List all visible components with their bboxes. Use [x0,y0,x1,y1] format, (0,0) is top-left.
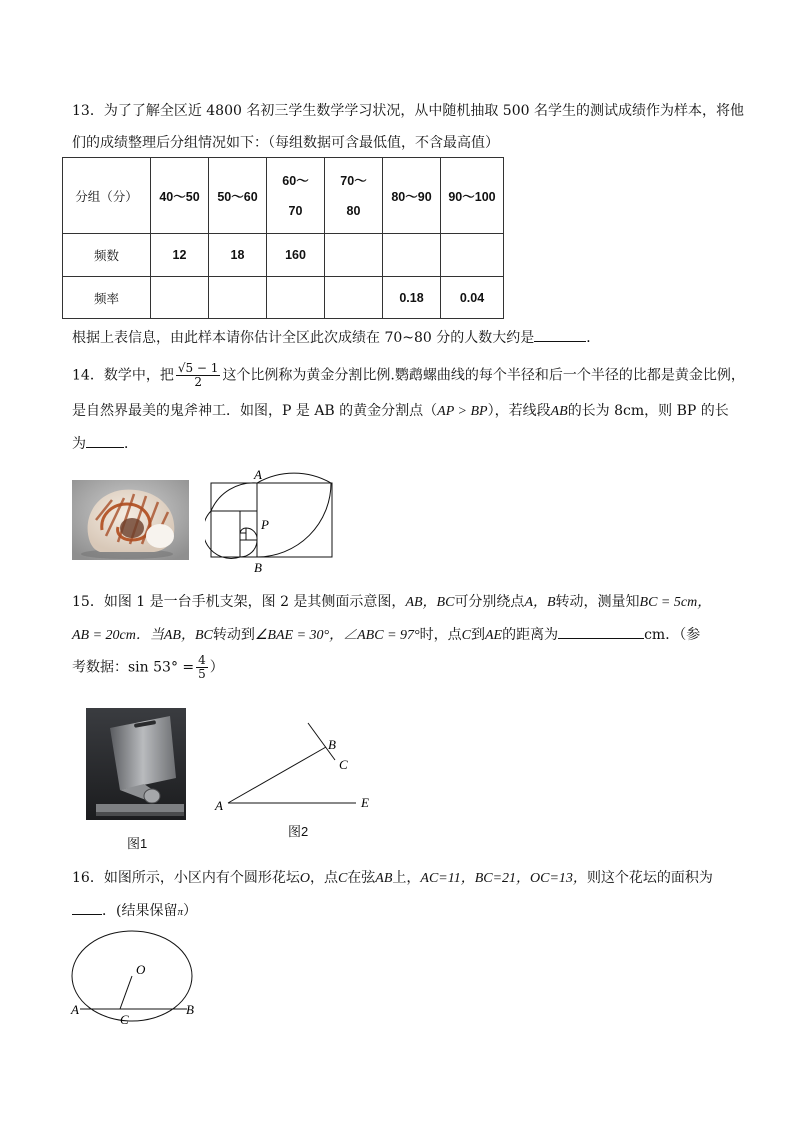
q15-l2b: AB，BC [163,628,213,643]
label-a: A [215,798,223,813]
q15-l2c: 转动到 [212,627,255,643]
table-freq-cell [383,234,441,277]
q16-l2end: ） [182,903,197,919]
q16-l1c: 在弦 [347,870,376,886]
q14-suffix: 这个比例称为黄金分割比例.鹦鹉螺曲线的每个半径和后一个半径的比都是黄金比例， [222,367,745,384]
label-c: C [339,757,348,772]
table-row [63,158,504,234]
q15-l2d: ∠BAE = 30°，∠ABC = 97° [254,628,420,643]
q16-l1f: 则这个花坛的面积为 [586,870,713,886]
group-part: 60～ [282,173,309,188]
fraction-numerator: √5 − 1 [177,361,219,375]
sin-fraction [196,654,208,681]
q16-pi: π [177,906,183,918]
fraction-denominator: 2 [194,375,202,389]
table-rate-cell [151,277,209,319]
table-rate-label: 频率 [63,277,151,319]
q15-line3 [72,654,224,681]
table-row [63,234,504,277]
q15-l3a: 考数据：sin 53° = [72,659,195,676]
label-b: B [254,560,262,575]
q15-line1 [72,592,711,613]
q16-l1d: 上， [392,870,421,886]
q14-prefix: 14．数学中，把 [72,367,174,384]
answer-blank [534,327,586,342]
table-freq-label: 频数 [63,234,151,277]
golden-rectangle [211,483,332,557]
q13-line1: 13．为了了解全区近 4800 名初三学生数学学习状况，从中随机抽取 500 名学生的测试成绩作为样本，将他 [72,103,744,119]
group-part: 70 [288,203,303,218]
group-part: 80 [346,203,361,218]
q15-l2e: 时，点 [419,627,462,643]
q13-line2: 们的成绩整理后分组情况如下：（每组数据可含最低值，不含最高值） [72,135,499,151]
nautilus-shell-photo [72,480,189,560]
phone-stand-photo [86,708,186,820]
phone-stand-diagram [208,718,378,818]
table-rate-cell: 0.18 [383,277,441,319]
answer-blank [72,900,102,915]
segment-ab [228,747,326,803]
q14-line3: 为 [72,436,86,452]
golden-spiral-diagram [205,466,337,576]
q14-condition: AP > BP [437,404,488,419]
table-group-cell: 40～50 [151,158,209,234]
q13-question [72,327,600,348]
q13-question-text: 根据上表信息，由此样本请你估计全区此次成绩在 70~80 分的人数大约是 [72,330,535,346]
label-c: C [120,1012,129,1027]
table-group-cell: 80～90 [383,158,441,234]
label-b: B [328,737,336,752]
q14-line2a: 是自然界最美的鬼斧神工．如图，P 是 AB 的黄金分割点（ [72,403,438,419]
q14-line2c: 的长为 8cm，则 BP 的长 [567,403,729,419]
table-group-cell [267,158,325,234]
answer-blank [558,624,644,639]
q16-c: C [337,871,348,886]
q14-line3 [72,433,138,454]
table-freq-cell: 18 [209,234,267,277]
table-group-cell [325,158,383,234]
q15-l1a: 15．如图 1 是一台手机支架，图 2 是其侧面示意图， [72,594,406,610]
fraction-numerator: 4 [198,653,206,667]
q16-o: O [299,871,310,886]
q16-l1a: 16．如图所示，小区内有个圆形花坛 [72,870,300,886]
q16-l1b: ，点 [309,870,338,886]
group-part: 70～ [340,173,367,188]
q15-l2g: 到 [470,627,485,643]
label-a: A [254,467,262,482]
table-rate-cell: 0.04 [441,277,504,319]
answer-blank [86,433,124,448]
label-o: O [136,962,146,977]
q15-l1c: 可分别绕点 [454,594,525,610]
q15-l2j: cm．（参 [644,627,701,643]
figure-1-caption: 图1 [127,836,148,851]
q15-line2 [72,624,700,646]
q15-l2h: AE [484,628,503,643]
table-rate-cell [209,277,267,319]
label-b: B [186,1002,194,1017]
table-freq-cell [325,234,383,277]
label-e: E [361,795,369,810]
q13-frequency-table [62,157,504,319]
fraction-denominator: 5 [198,667,206,681]
q15-l2a: AB = 20cm．当 [72,628,164,643]
golden-ratio-fraction [176,362,221,389]
table-row [63,277,504,319]
table-group-cell: 90～100 [441,158,504,234]
figure-2-caption: 图2 [288,824,309,839]
q14-line1 [72,362,745,389]
q14-line2b: ），若线段 [487,403,551,419]
q15-l1f: BC = 5cm， [639,595,712,610]
table-freq-cell: 12 [151,234,209,277]
q14-end: ． [124,436,138,452]
q13-end: ． [586,330,601,346]
table-rate-cell [325,277,383,319]
table-header-label: 分组（分） [63,158,151,234]
q15-l1e: 转动，测量知 [555,594,640,610]
table-rate-cell [267,277,325,319]
q15-l3b: ） [209,659,224,676]
q14-line2 [72,401,729,422]
label-p: P [261,517,269,532]
q16-line2 [72,900,197,922]
table-freq-cell [441,234,504,277]
q15-l2f: C [461,628,471,643]
table-group-cell: 50～60 [209,158,267,234]
q15-l1b: AB，BC [405,595,455,610]
q16-line1 [72,868,713,889]
q14-segment: AB [550,404,568,419]
segment-oc [120,976,132,1009]
table-freq-cell: 160 [267,234,325,277]
spiral-curve [205,473,331,558]
q16-l2: ．(结果保留 [102,903,178,919]
circle-flowerbed-diagram [66,930,206,1030]
label-a: A [71,1002,79,1017]
q15-l2i: 的距离为 [502,627,559,643]
q16-ab: AB [375,871,393,886]
q16-given: AC=11，BC=21，OC=13， [420,871,587,886]
q15-l1d: A，B [524,595,556,610]
